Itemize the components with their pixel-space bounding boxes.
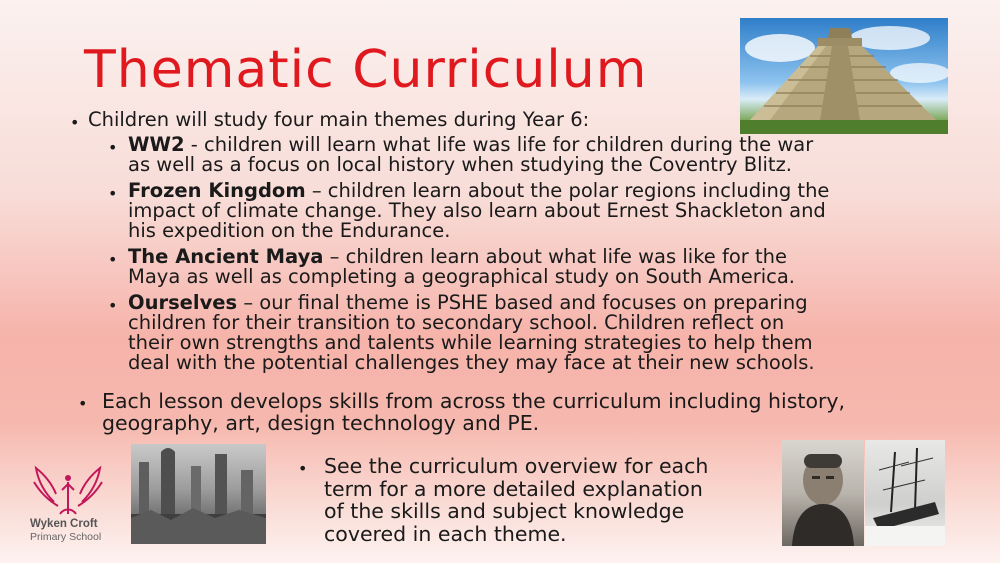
skills-line2: geography, art, design technology and PE. — [102, 411, 540, 435]
theme-ancient-maya — [128, 247, 958, 287]
pyramid-photo — [740, 18, 948, 134]
theme-ancient-maya-line1: – children learn about what life was like for the — [323, 245, 788, 268]
overview-line1: See the curriculum overview for each — [324, 454, 709, 478]
endurance-ship-photo — [865, 440, 945, 546]
bullet-theme-ourselves: • — [108, 296, 118, 315]
overview-line3: of the skills and subject knowledge — [324, 499, 685, 523]
theme-frozen-kingdom — [128, 181, 958, 241]
skills-paragraph — [102, 390, 942, 434]
theme-ancient-maya-line2: Maya as well as completing a geographical study on South America. — [128, 265, 796, 288]
school-subtitle: Primary School — [30, 531, 102, 543]
school-name: Wyken Croft — [30, 518, 98, 530]
bullet-theme-ancient-maya: • — [108, 250, 118, 269]
theme-ww2 — [128, 135, 958, 175]
theme-frozen-kingdom-name: Frozen Kingdom — [128, 179, 306, 202]
theme-ourselves-name: Ourselves — [128, 291, 238, 314]
bullet-overview: • — [298, 459, 308, 478]
theme-frozen-kingdom-line2: impact of climate change. They also learn about Ernest Shackleton and — [128, 199, 826, 222]
overview-line2: term for a more detailed explanation — [324, 476, 703, 501]
theme-ourselves-line3: their own strengths and talents while learning strategies to help them — [128, 331, 813, 354]
bullet-intro: • — [70, 113, 80, 132]
theme-ourselves-line4: deal with the potential challenges they may face at their new schools. — [128, 351, 815, 374]
bullet-theme-frozen-kingdom: • — [108, 184, 118, 203]
page-title: Thematic Curriculum — [84, 40, 648, 100]
bullet-skills: • — [78, 394, 88, 413]
theme-frozen-kingdom-line3: his expedition on the Endurance. — [128, 219, 451, 242]
theme-ancient-maya-name: The Ancient Maya — [128, 245, 324, 268]
theme-frozen-kingdom-line1: – children learn about the polar regions including the — [305, 179, 830, 202]
skills-line1: Each lesson develops skills from across the curriculum including history, — [102, 389, 846, 413]
theme-ourselves — [128, 293, 958, 373]
theme-ourselves-line1: – our final theme is PSHE based and focuses on preparing — [237, 291, 808, 314]
coventry-ruins-photo — [131, 444, 266, 544]
overview-paragraph — [324, 455, 764, 545]
intro-text: Children will study four main themes during Year 6: — [88, 108, 590, 131]
bullet-theme-ww2: • — [108, 138, 118, 157]
theme-ww2-line2: as well as a focus on local history when studying the Coventry Blitz. — [128, 153, 792, 176]
shackleton-portrait-photo — [782, 440, 864, 546]
theme-ourselves-line2: children for their transition to secondary school. Children reflect on — [128, 311, 785, 334]
theme-ww2-line1: - children will learn what life was life for children during the war — [184, 133, 814, 156]
theme-ww2-name: WW2 — [128, 133, 185, 156]
overview-line4: covered in each theme. — [324, 521, 567, 546]
